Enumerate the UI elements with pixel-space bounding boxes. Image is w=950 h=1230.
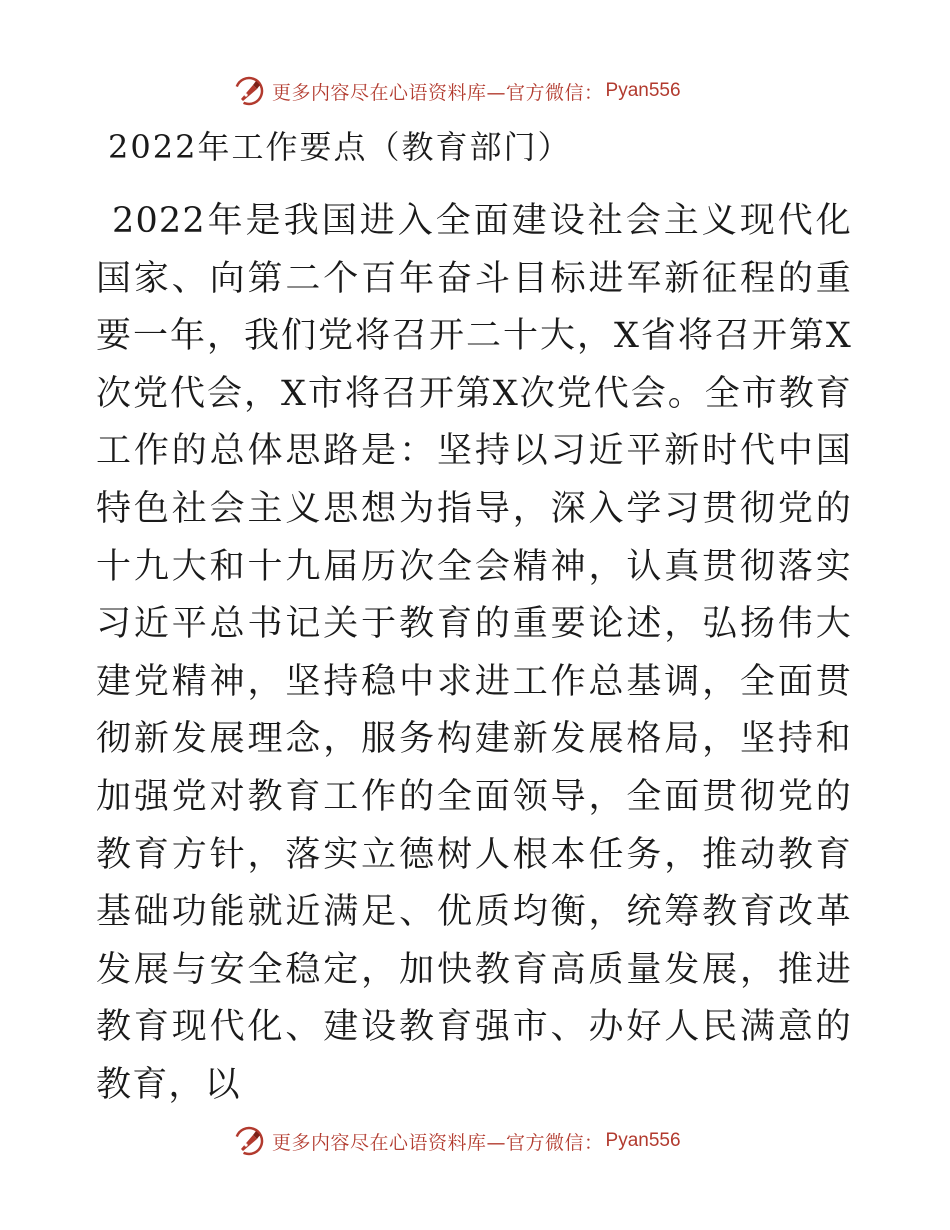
document-title: 2022年工作要点（教育部门） <box>108 128 572 166</box>
pen-nib-logo-icon <box>232 74 266 108</box>
body-paragraph: 2022年是我国进入全面建设社会主义现代化国家、向第二个百年奋斗目标进军新征程的重要一年，我们党将召开二十大，X省将召开第X次党代会，X市将召开第X次党代会。全市教育工作的总体思路是：坚持以习近平新时代中国特色社会主义思想为指导，深入学习贯彻党的十九大和十九届历次全会精神，认真贯彻落实习近平总书记关于教育的重要论述，弘扬伟大建党精神，坚持稳中求进工作总基调，全面贯彻新发展理念，服务构建新发展格局，坚持和加强党对教育工作的全面领导，全面贯彻党的教育方针，落实立德树人根本任务，推动教育基础功能就近满足、优质均衡，统筹教育改革发展与安全稳定，加快教育高质量发展，推进教育现代化、建设教育强市、办好人民满意的教育，以 <box>96 201 852 1105</box>
footer-watermark <box>232 1123 681 1159</box>
pen-nib-logo-icon <box>232 1124 266 1158</box>
watermark-text: 更多内容尽在心语资料库—官方微信： <box>272 1131 604 1154</box>
watermark-text: 更多内容尽在心语资料库—官方微信： <box>272 81 604 104</box>
header-watermark <box>232 73 681 109</box>
watermark-account: Pyan556 <box>605 80 681 101</box>
watermark-account: Pyan556 <box>605 1130 681 1151</box>
